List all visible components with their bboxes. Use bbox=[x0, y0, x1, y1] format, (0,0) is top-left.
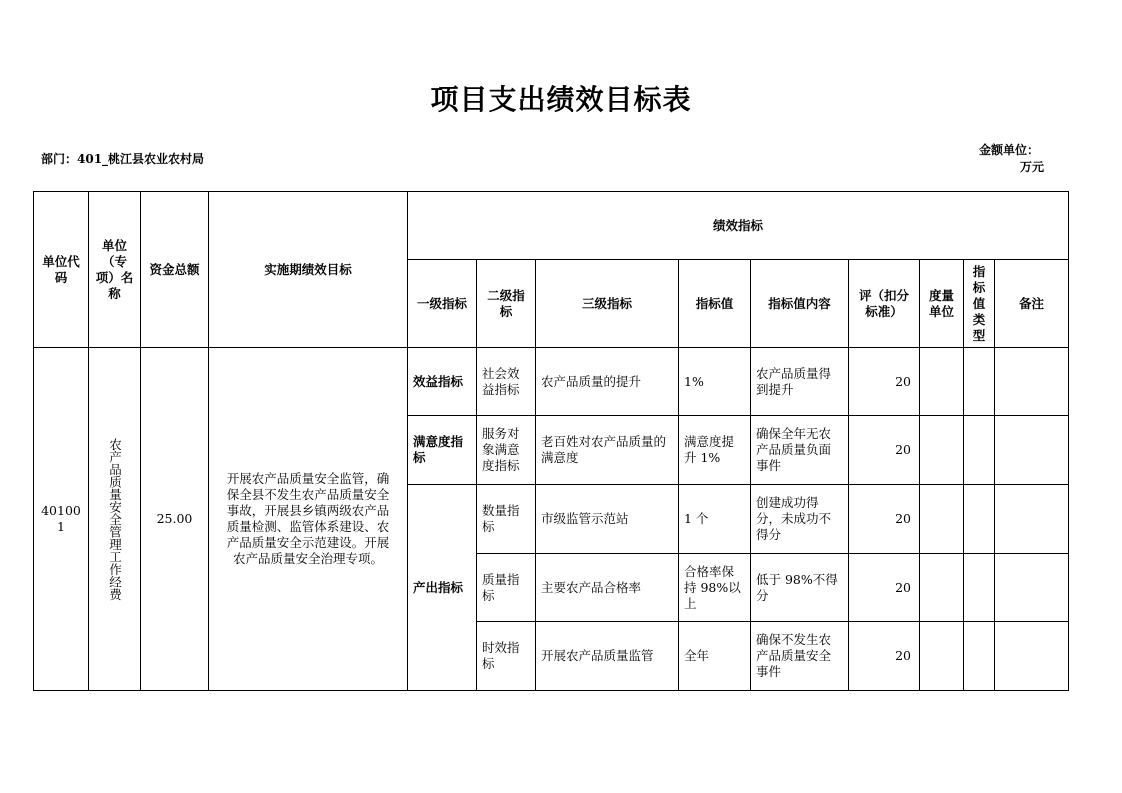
cell-value-type bbox=[964, 348, 995, 416]
performance-table bbox=[33, 191, 1069, 691]
header-measure-unit: 度量单位 bbox=[920, 260, 964, 348]
header-value-type: 指标值类型 bbox=[964, 260, 995, 348]
header-remark: 备注 bbox=[995, 260, 1069, 348]
cell-level3: 开展农产品质量监管 bbox=[536, 622, 679, 691]
cell-measure-unit bbox=[920, 554, 964, 622]
page-title: 项目支出绩效目标表 bbox=[430, 83, 692, 116]
cell-value: 满意度提升 1% bbox=[679, 416, 751, 485]
cell-score: 20 bbox=[849, 485, 920, 554]
cell-level3: 老百姓对农产品质量的满意度 bbox=[536, 416, 679, 485]
header-level1: 一级指标 bbox=[408, 260, 477, 348]
cell-measure-unit bbox=[920, 416, 964, 485]
cell-level3: 主要农产品合格率 bbox=[536, 554, 679, 622]
cell-level1: 满意度指标 bbox=[408, 416, 477, 485]
header-level2: 二级指标 bbox=[477, 260, 536, 348]
cell-value-type bbox=[964, 554, 995, 622]
header-performance-indicators: 绩效指标 bbox=[408, 192, 1069, 260]
cell-level1: 产出指标 bbox=[408, 485, 477, 691]
cell-unit-name bbox=[89, 348, 141, 691]
cell-value: 1 个 bbox=[679, 485, 751, 554]
cell-level2: 服务对象满意度指标 bbox=[477, 416, 536, 485]
department-label: 部门：401_桃江县农业农村局 bbox=[41, 152, 205, 166]
cell-remark bbox=[995, 485, 1069, 554]
cell-level3: 市级监管示范站 bbox=[536, 485, 679, 554]
cell-content: 农产品质量得到提升 bbox=[751, 348, 849, 416]
unit-name-text: 农产品质量安全管理工作经费 bbox=[107, 437, 123, 601]
cell-score: 20 bbox=[849, 622, 920, 691]
header-level3: 三级指标 bbox=[536, 260, 679, 348]
header-content: 指标值内容 bbox=[751, 260, 849, 348]
cell-measure-unit bbox=[920, 622, 964, 691]
cell-value: 全年 bbox=[679, 622, 751, 691]
cell-level2: 社会效益指标 bbox=[477, 348, 536, 416]
cell-measure-unit bbox=[920, 485, 964, 554]
cell-content: 确保不发生农产品质量安全事件 bbox=[751, 622, 849, 691]
cell-content: 确保全年无农产品质量负面事件 bbox=[751, 416, 849, 485]
header-value: 指标值 bbox=[679, 260, 751, 348]
cell-value: 1% bbox=[679, 348, 751, 416]
cell-score: 20 bbox=[849, 554, 920, 622]
cell-goal: 开展农产品质量安全监管，确保全县不发生农产品质量安全事故，开展县乡镇两级农产品质量检测、监管体系建设、农产品质量安全示范建设。开展农产品质量安全治理专项。 bbox=[209, 348, 408, 691]
cell-measure-unit bbox=[920, 348, 964, 416]
cell-level2: 时效指标 bbox=[477, 622, 536, 691]
cell-remark bbox=[995, 554, 1069, 622]
table-row bbox=[34, 348, 1069, 416]
header-unit-code: 单位代码 bbox=[34, 192, 89, 348]
header-goal: 实施期绩效目标 bbox=[209, 192, 408, 348]
cell-value: 合格率保持 98%以上 bbox=[679, 554, 751, 622]
cell-content: 创建成功得分，未成功不得分 bbox=[751, 485, 849, 554]
cell-score: 20 bbox=[849, 348, 920, 416]
amount-unit-value: 万元 bbox=[1020, 160, 1045, 174]
cell-level2: 数量指标 bbox=[477, 485, 536, 554]
cell-remark bbox=[995, 348, 1069, 416]
cell-level1: 效益指标 bbox=[408, 348, 477, 416]
cell-total-funds: 25.00 bbox=[141, 348, 209, 691]
cell-content: 低于 98%不得分 bbox=[751, 554, 849, 622]
header-unit-name: 单位（专项）名称 bbox=[89, 192, 141, 348]
header-score: 评（扣分标准） bbox=[849, 260, 920, 348]
cell-remark bbox=[995, 622, 1069, 691]
amount-unit-label: 金额单位： bbox=[979, 143, 1040, 157]
cell-level3: 农产品质量的提升 bbox=[536, 348, 679, 416]
header-total-funds: 资金总额 bbox=[141, 192, 209, 348]
cell-value-type bbox=[964, 485, 995, 554]
cell-value-type bbox=[964, 622, 995, 691]
cell-score: 20 bbox=[849, 416, 920, 485]
cell-level2: 质量指标 bbox=[477, 554, 536, 622]
cell-unit-code: 401001 bbox=[34, 348, 89, 691]
cell-remark bbox=[995, 416, 1069, 485]
cell-value-type bbox=[964, 416, 995, 485]
